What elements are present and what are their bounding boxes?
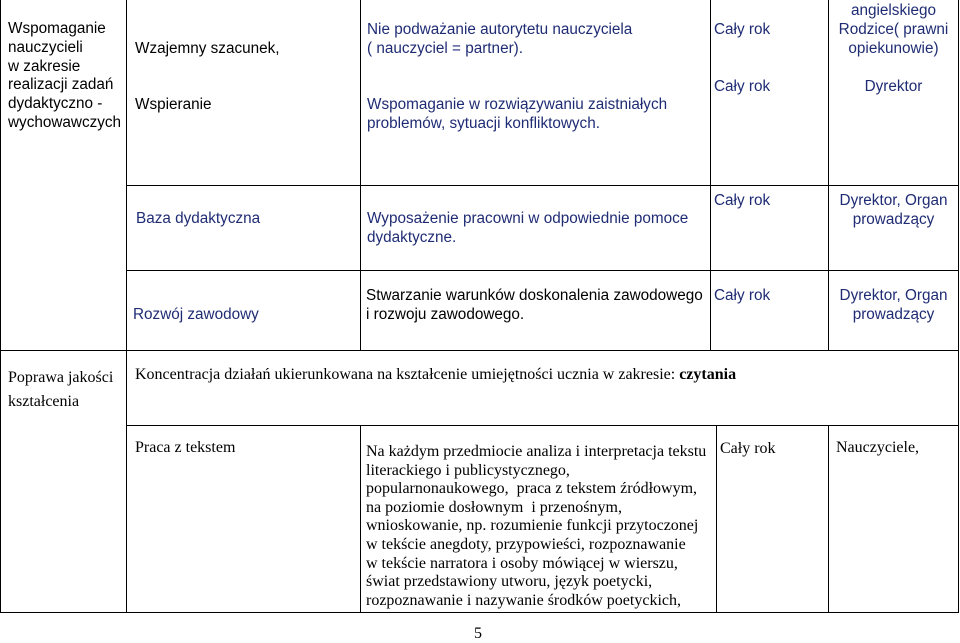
term-cell-support bbox=[714, 78, 770, 97]
task-label: Rozwój zawodowy bbox=[133, 306, 259, 323]
action-line: Na każdym przedmiocie analiza i interpretacja tekstu bbox=[366, 443, 707, 460]
task-cell-mutual-respect bbox=[135, 40, 280, 59]
task-cell-professional-development bbox=[133, 306, 259, 325]
task-label: Baza dydaktyczna bbox=[136, 210, 261, 227]
action-line: literackiego i publicystycznego, bbox=[366, 461, 570, 479]
action-line: wnioskowanie, np. rozumienie funkcji przytoczonej bbox=[366, 517, 699, 535]
term-cell-mutual-respect bbox=[714, 21, 770, 40]
table-rule-row bbox=[126, 270, 959, 271]
table-rule-row bbox=[126, 185, 959, 186]
actions-cell-mutual-respect bbox=[367, 21, 632, 59]
term-label: Cały rok bbox=[714, 192, 771, 209]
table-rule-task-actions bbox=[360, 425, 361, 613]
area-line: Wspomaganie bbox=[8, 20, 106, 37]
responsible-line: Nauczyciele, bbox=[836, 439, 920, 456]
responsible-line: Dyrektor bbox=[864, 78, 923, 95]
action-line: świat przedstawiony utworu, język poetycki, bbox=[366, 573, 653, 591]
actions-cell-text-work bbox=[366, 443, 706, 610]
area-line: realizacji zadań bbox=[8, 76, 114, 94]
term-cell-text-work bbox=[720, 440, 776, 459]
action-line: problemów, sytuacji konfliktowych. bbox=[367, 114, 600, 132]
table-border-left bbox=[0, 0, 1, 613]
table-rule-area-task bbox=[126, 0, 127, 613]
responsible-cell-professional-development bbox=[828, 287, 959, 325]
action-line: Stwarzanie warunków doskonalenia zawodowego bbox=[366, 287, 703, 304]
responsible-line: prowadzący bbox=[852, 305, 935, 323]
responsible-line: Dyrektor, Organ bbox=[839, 192, 948, 209]
responsible-line: Rodzice( prawni bbox=[838, 20, 949, 38]
responsible-line: Dyrektor, Organ bbox=[839, 287, 948, 304]
focus-emphasis: czytania bbox=[679, 366, 737, 383]
action-line: Nie podważanie autorytetu nauczyciela bbox=[367, 21, 633, 38]
area-line: nauczycieli bbox=[8, 38, 83, 56]
term-cell-teaching-resources bbox=[714, 192, 770, 211]
responsible-cell-support bbox=[828, 78, 959, 97]
area-cell-teacher-support bbox=[8, 20, 121, 133]
action-line: dydaktyczne. bbox=[367, 228, 457, 246]
responsible-cell-text-work bbox=[836, 439, 919, 458]
term-label: Cały rok bbox=[714, 21, 771, 38]
area-line: kształcenia bbox=[8, 393, 80, 410]
task-cell-support bbox=[135, 96, 212, 115]
actions-cell-support bbox=[367, 96, 667, 134]
area-line: wychowawczych bbox=[8, 113, 122, 131]
responsible-cell-mutual-respect bbox=[828, 2, 959, 58]
area-line: dydaktyczno - bbox=[8, 95, 103, 113]
area-line: w zakresie bbox=[8, 57, 81, 75]
responsible-line: prowadzący bbox=[852, 210, 935, 228]
term-label: Cały rok bbox=[720, 440, 776, 457]
responsible-line: angielskiego bbox=[850, 2, 937, 19]
area-line: Poprawa jakości bbox=[8, 369, 114, 386]
action-line: ( nauczyciel = partner). bbox=[367, 39, 524, 57]
table-rule-row bbox=[126, 425, 959, 426]
actions-cell-professional-development bbox=[366, 287, 703, 325]
task-cell-teaching-resources bbox=[136, 210, 260, 229]
term-cell-professional-development bbox=[714, 287, 770, 306]
table-rule-term-responsible bbox=[828, 425, 829, 613]
actions-cell-teaching-resources bbox=[367, 210, 688, 248]
page-number: 5 bbox=[474, 625, 482, 642]
table-border-bottom bbox=[0, 612, 959, 613]
action-line: Wyposażenie pracowni w odpowiednie pomoce bbox=[367, 210, 689, 227]
action-line: Wspomaganie w rozwiązywaniu zaistniałych bbox=[367, 96, 668, 113]
action-line: i rozwoju zawodowego. bbox=[366, 305, 525, 323]
task-label: Wspieranie bbox=[135, 96, 212, 113]
focus-text: Koncentracja działań ukierunkowana na kształcenie umiejętności ucznia w zakresie: bbox=[135, 366, 676, 383]
action-line: na poziomie dosłownym i przenośnym, bbox=[366, 498, 622, 516]
table-rule-task-actions bbox=[360, 0, 361, 350]
task-cell-text-work bbox=[135, 439, 235, 458]
table-rule-actions-term bbox=[716, 425, 717, 613]
task-label: Wzajemny szacunek, bbox=[135, 40, 280, 57]
term-label: Cały rok bbox=[714, 287, 771, 304]
term-label: Cały rok bbox=[714, 78, 771, 95]
table-rule-section bbox=[0, 350, 959, 351]
table-rule-actions-term bbox=[710, 0, 711, 350]
action-line: popularnonaukowego, praca z tekstem źródłowym, bbox=[366, 480, 698, 498]
action-line: w tekście narratora i osoby mówiącej w wierszu, bbox=[366, 554, 678, 572]
responsible-line: opiekunowie) bbox=[848, 39, 939, 57]
area-cell-education-quality bbox=[8, 366, 113, 414]
focus-cell-reading bbox=[135, 365, 736, 385]
responsible-cell-teaching-resources bbox=[828, 192, 959, 230]
action-line: rozpoznawanie i nazywanie środków poetyckich, bbox=[366, 591, 681, 609]
action-line: w tekście anegdoty, przypowieści, rozpoznawanie bbox=[366, 535, 686, 553]
task-label: Praca z tekstem bbox=[135, 439, 236, 456]
